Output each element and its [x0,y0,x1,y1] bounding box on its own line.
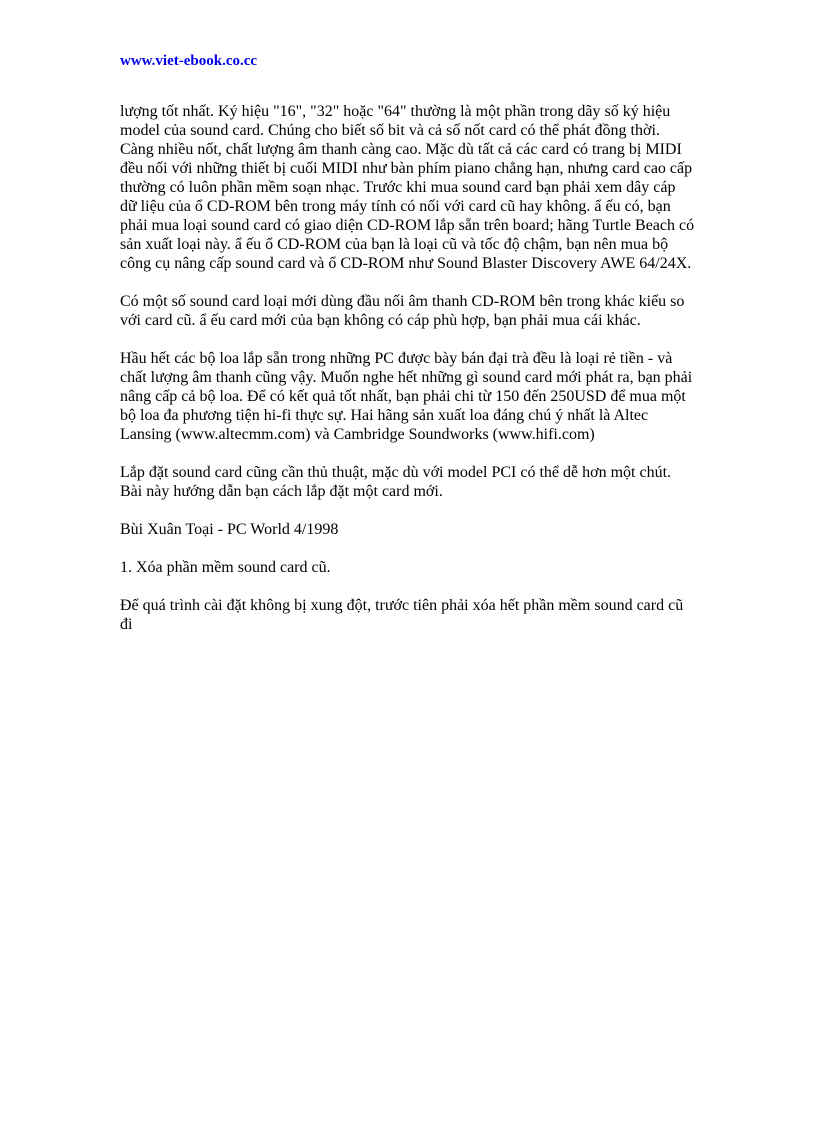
text-line: Để quá trình cài đặt không bị xung đột, trước tiên phải xóa hết phần mềm sound card cũ [120,597,684,614]
text-line: Hầu hết các bộ loa lắp sẵn trong những PC được bày bán đại trà đều là loại rẻ tiền - và [120,350,673,367]
text-line: nâng cấp cả bộ loa. Để có kết quả tốt nhất, bạn phải chi từ 150 đến 250USD để mua một [120,388,686,405]
text-line: Càng nhiều nốt, chất lượng âm thanh càng cao. Mặc dù tất cả các card có trang bị MIDI [120,141,682,158]
text-line: phải mua loại sound card có giao diện CD-ROM lắp sẵn trên board; hãng Turtle Beach có [120,217,695,234]
text-line: chất lượng âm thanh cũng vậy. Muốn nghe hết những gì sound card mới phát ra, bạn phải [120,369,693,386]
header-site-link[interactable]: www.viet-ebook.co.cc [120,53,258,69]
text-line: Bùi Xuân Toại - PC World 4/1998 [120,521,339,538]
text-line: bộ loa đa phương tiện hi-fi thực sự. Hai hãng sản xuất loa đáng chú ý nhất là Altec [120,407,649,424]
text-line: dữ liệu của ổ CD-ROM bên trong máy tính có nối với card cũ hay không. ẩ ếu có, bạn [120,198,671,215]
text-line: công cụ nâng cấp sound card và ổ CD-ROM như Sound Blaster Discovery AWE 64/24X. [120,255,692,272]
text-line: Lắp đặt sound card cũng cần thủ thuật, mặc dù với model PCI có thể dễ hơn một chút. [120,464,672,481]
text-line: đi [120,616,133,633]
paragraph-author [120,520,700,539]
paragraph-install [120,463,700,501]
text-line: Lansing (www.altecmm.com) và Cambridge Soundworks (www.hifi.com) [120,426,595,443]
text-line: Có một số sound card loại mới dùng đầu nối âm thanh CD-ROM bên trong khác kiểu so [120,293,685,310]
document-body [120,102,700,653]
text-line: với card cũ. ẩ ếu card mới của bạn không có cáp phù hợp, bạn phải mua cái khác. [120,312,641,329]
text-line: 1. Xóa phần mềm sound card cũ. [120,559,331,576]
text-line: thường có luôn phần mềm soạn nhạc. Trước khi mua sound card bạn phải xem dây cáp [120,179,676,196]
text-line: sản xuất loại này. ẩ ếu ổ CD-ROM của bạn là loại cũ và tốc độ chậm, bạn nên mua bộ [120,236,669,253]
text-line: lượng tốt nhất. Ký hiệu "16", "32" hoặc "64" thường là một phần trong dãy số ký hiệu [120,103,671,120]
text-line: đều nối với những thiết bị cuối MIDI như bàn phím piano chẳng hạn, nhưng card cao cấp [120,160,693,177]
paragraph-connector [120,292,700,330]
paragraph-step-body [120,596,700,634]
text-line: model của sound card. Chúng cho biết số bit và cả số nốt card có thể phát đồng thời. [120,122,660,139]
paragraph-step-heading [120,558,700,577]
text-line: Bài này hướng dẫn bạn cách lắp đặt một card mới. [120,483,443,500]
paragraph-specs [120,102,700,273]
paragraph-speakers [120,349,700,444]
